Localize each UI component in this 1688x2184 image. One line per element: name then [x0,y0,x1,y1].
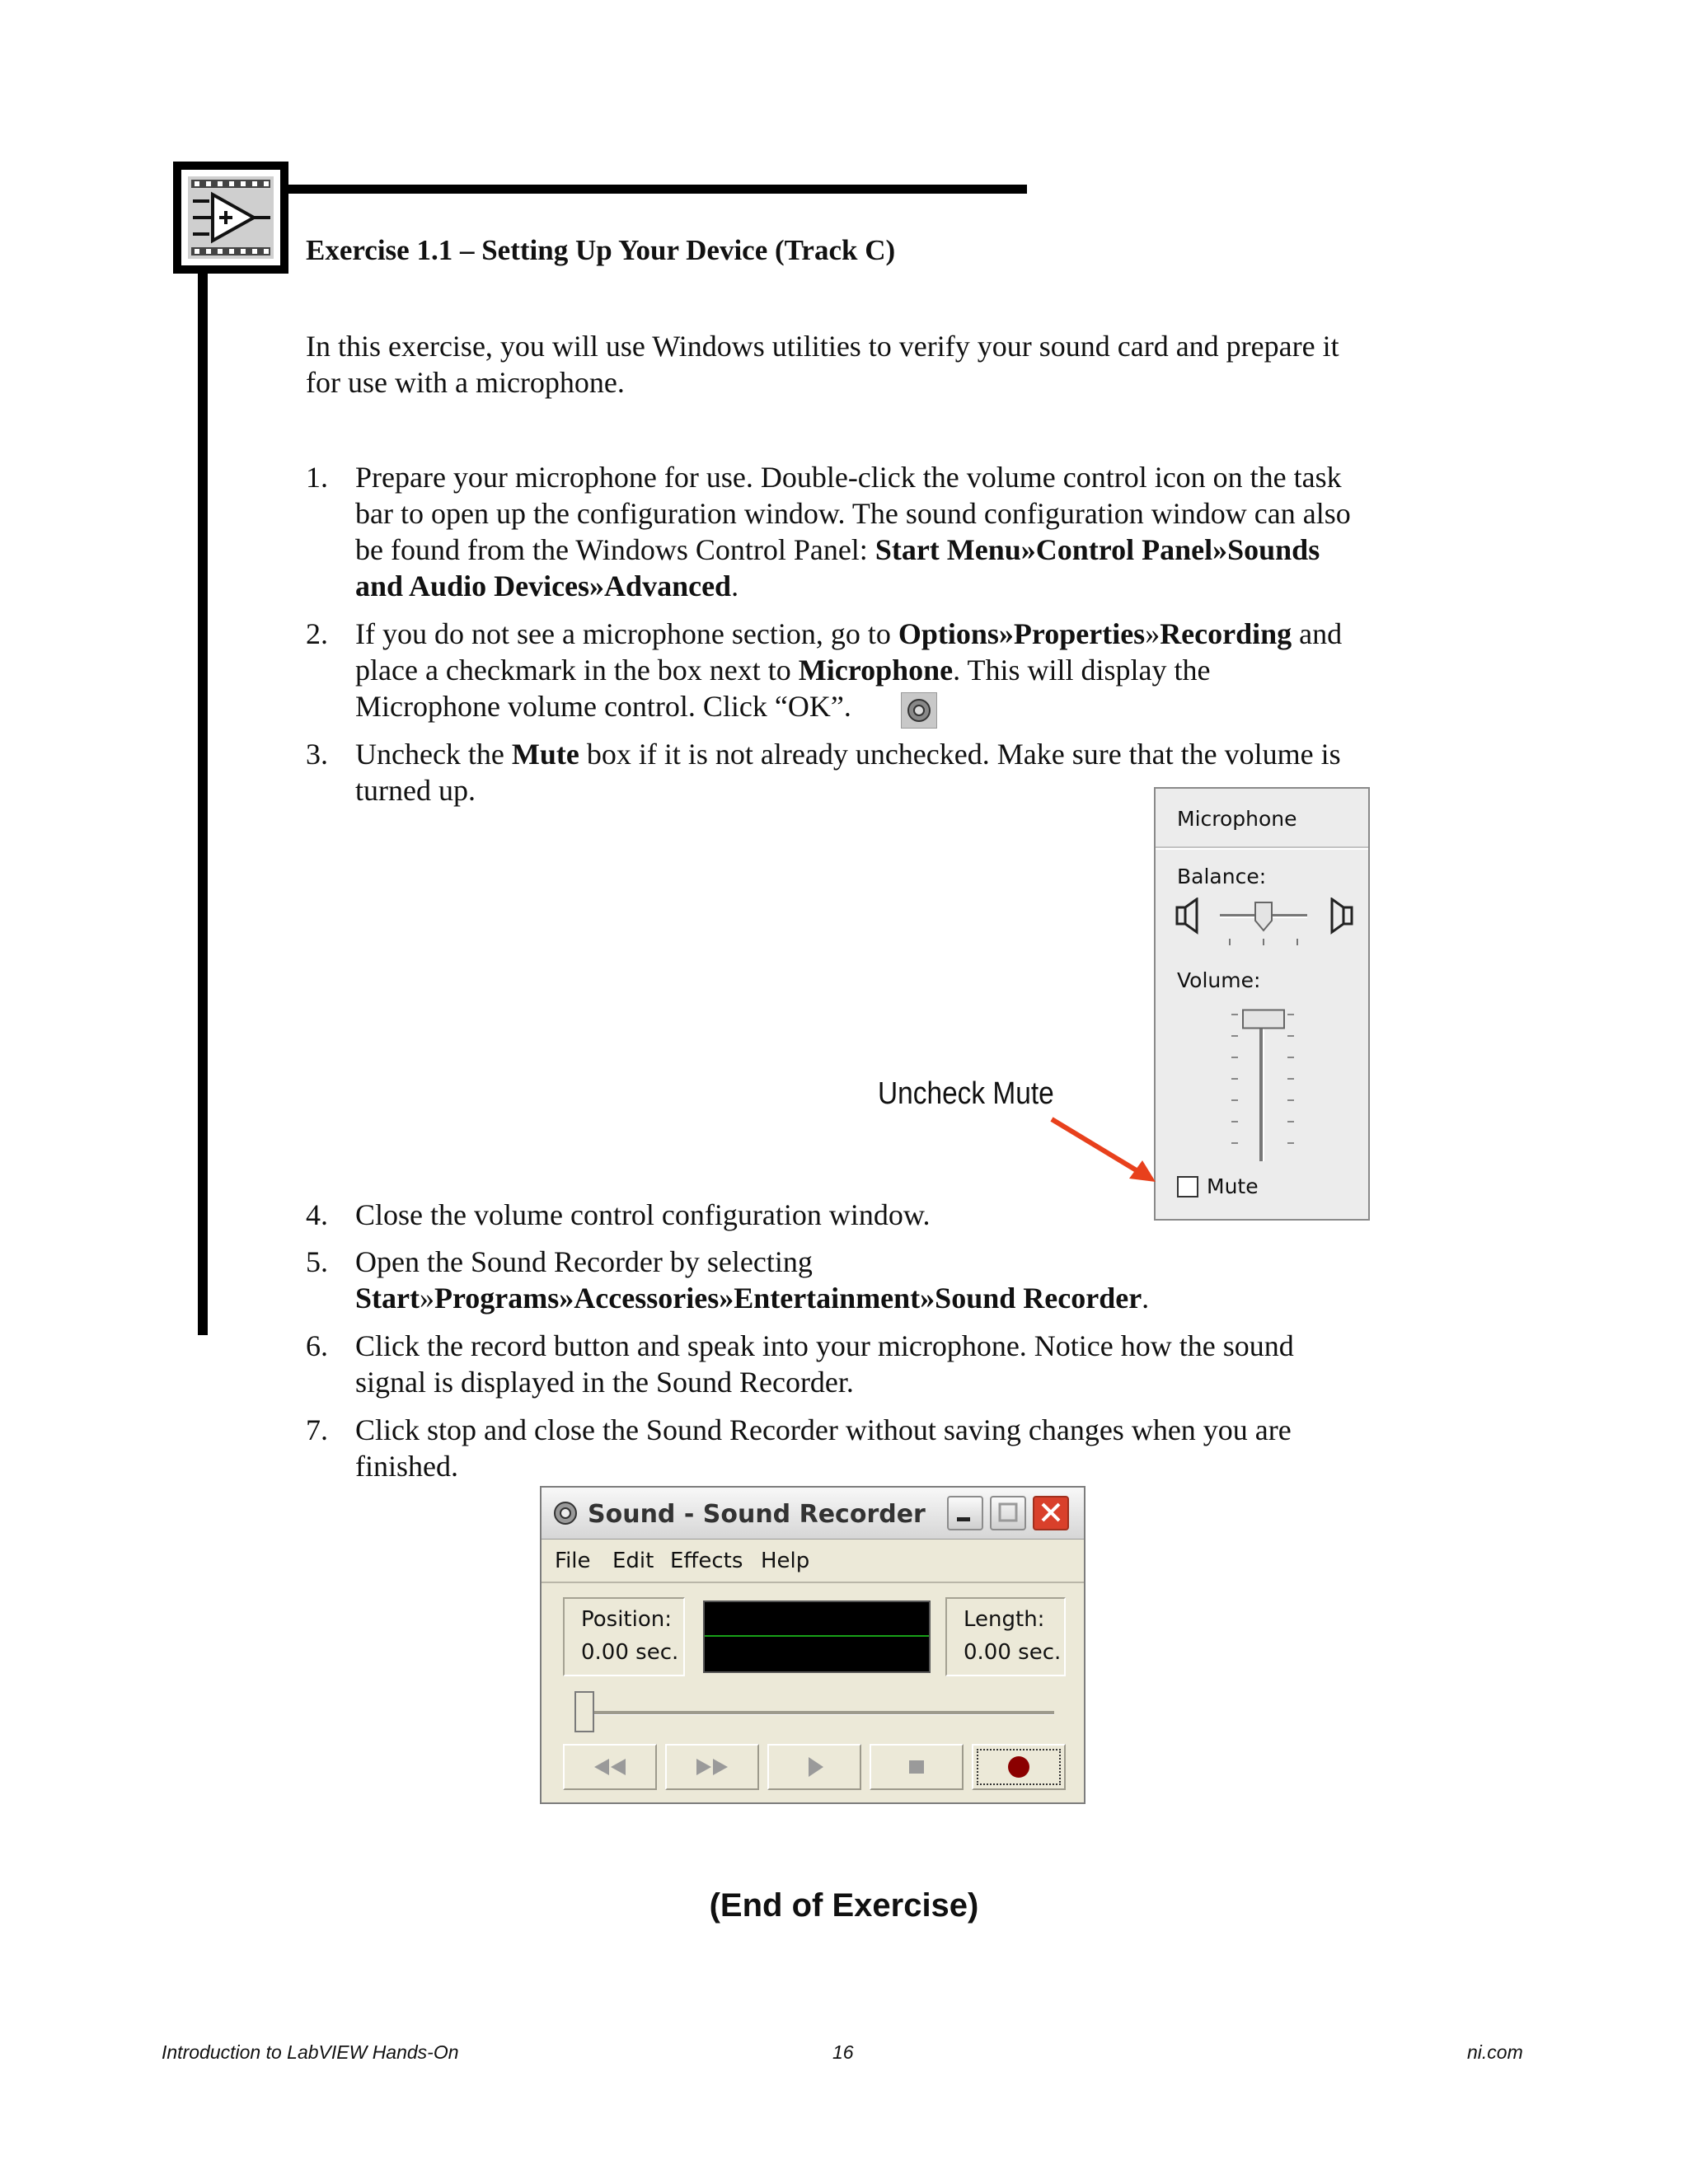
seek-track[interactable] [574,1711,1054,1715]
callout-label: Uncheck Mute [878,1076,1054,1111]
step-text: and [1292,617,1343,650]
speaker-left-icon [1177,899,1197,932]
step-number: 6. [306,1329,328,1362]
menu-path: Start [355,1282,420,1315]
step-number: 3. [306,738,328,771]
end-of-exercise: (End of Exercise) [709,1887,979,1924]
step-text: . [1142,1282,1150,1315]
step-text: Microphone volume control. Click “OK”. [355,690,851,723]
step-number: 4. [306,1198,328,1231]
step-number: 1. [306,461,328,494]
menu-file[interactable]: File [555,1549,591,1573]
microphone-panel [1154,787,1370,1221]
volume-thumb [1243,1010,1284,1029]
menu-path: Recording [1160,617,1292,650]
step-number: 5. [306,1245,328,1278]
menu-edit[interactable]: Edit [612,1549,654,1573]
balance-slider[interactable] [1175,898,1357,955]
rewind-icon [565,1746,655,1788]
step-text: » [419,1282,434,1315]
step-text: Close the volume control configuration window. [355,1198,931,1231]
intro-line: for use with a microphone. [306,366,625,399]
menu-bar [542,1540,1084,1583]
menu-path: Programs»Accessories»Entertainment»Sound Recorder [434,1282,1142,1315]
speaker-icon [901,692,937,729]
header-rule [280,185,1027,194]
length-display [945,1597,1066,1676]
labview-vi-icon [188,176,274,259]
step-text: turned up. [355,774,476,807]
menu-path: and Audio Devices»Advanced [355,569,732,602]
footer-site: ni.com [1467,2041,1523,2063]
record-icon [973,1746,1064,1788]
volume-label: Volume: [1177,968,1261,992]
window-title: Sound - Sound Recorder [588,1500,926,1529]
step-text: Uncheck the [355,738,512,771]
close-button[interactable] [1033,1496,1069,1530]
intro-line: In this exercise, you will use Windows utilities to verify your sound card and prepare it [306,330,1339,363]
balance-thumb [1255,902,1272,930]
panel-divider [1156,846,1368,850]
step-text: » [1145,617,1160,650]
close-icon [1034,1497,1067,1529]
balance-label: Balance: [1177,865,1267,888]
step-text: box if it is not already unchecked. Make sure that the volume is [579,738,1341,771]
window-titlebar[interactable] [542,1488,1084,1540]
step-text: Open the Sound Recorder by selecting [355,1245,813,1278]
menu-help[interactable]: Help [761,1549,810,1573]
position-label: Position: [581,1607,672,1632]
minimize-button[interactable] [947,1496,983,1530]
step-text: If you do not see a microphone section, go to [355,617,898,650]
step-number: 2. [306,617,328,650]
margin-rule [198,272,208,1335]
step-text: . [731,569,739,602]
footer-title: Introduction to LabVIEW Hands-On [162,2041,459,2063]
length-value: 0.00 sec. [964,1640,1062,1665]
step-text: be found from the Windows Control Panel: [355,533,875,566]
fast-forward-button[interactable] [665,1744,759,1790]
seek-thumb[interactable] [574,1691,594,1732]
menu-path: Options»Properties [898,617,1146,650]
step-text: bar to open up the configuration window. The sound configuration window can also [355,497,1351,530]
step-text: signal is displayed in the Sound Recorder. [355,1366,854,1399]
mute-label: Mute [1207,1174,1259,1198]
sound-recorder-window [540,1486,1085,1804]
step-text: place a checkmark in the box next to [355,654,799,687]
menu-path: Mute [511,738,579,771]
record-button[interactable] [972,1744,1066,1790]
maximize-button[interactable] [990,1496,1026,1530]
play-icon [769,1746,860,1788]
fast-forward-icon [667,1746,757,1788]
stop-button[interactable] [870,1744,964,1790]
page-number: 16 [832,2041,854,2063]
step-text: finished. [355,1450,458,1483]
length-label: Length: [964,1607,1045,1632]
step-number: 7. [306,1413,328,1446]
waveform-line [705,1635,929,1637]
minimize-icon [949,1497,982,1529]
step-text: Click stop and close the Sound Recorder without saving changes when you are [355,1413,1292,1446]
stop-icon [871,1746,962,1788]
position-value: 0.00 sec. [581,1640,679,1665]
rewind-button[interactable] [563,1744,657,1790]
position-display [563,1597,685,1676]
speaker-right-icon [1332,899,1352,932]
menu-path: Microphone [798,654,954,687]
microphone-title: Microphone [1177,807,1297,831]
intro-paragraph [306,328,1394,401]
vi-icon-frame [173,162,288,274]
play-button[interactable] [767,1744,861,1790]
volume-slider[interactable] [1226,1003,1301,1168]
step-text: Prepare your microphone for use. Double-click the volume control icon on the task [355,461,1342,494]
callout-arrow-icon [1047,1113,1162,1187]
menu-path: Start Menu»Control Panel»Sounds [874,533,1320,566]
step-text: . This will display the [953,654,1211,687]
waveform-display [703,1601,931,1673]
maximize-icon [992,1497,1025,1529]
exercise-title: Exercise 1.1 – Setting Up Your Device (Track C) [306,234,896,266]
step-text: Click the record button and speak into your microphone. Notice how the sound [355,1329,1294,1362]
speaker-icon [551,1499,579,1527]
mute-checkbox[interactable] [1177,1176,1198,1197]
menu-effects[interactable]: Effects [670,1549,743,1573]
